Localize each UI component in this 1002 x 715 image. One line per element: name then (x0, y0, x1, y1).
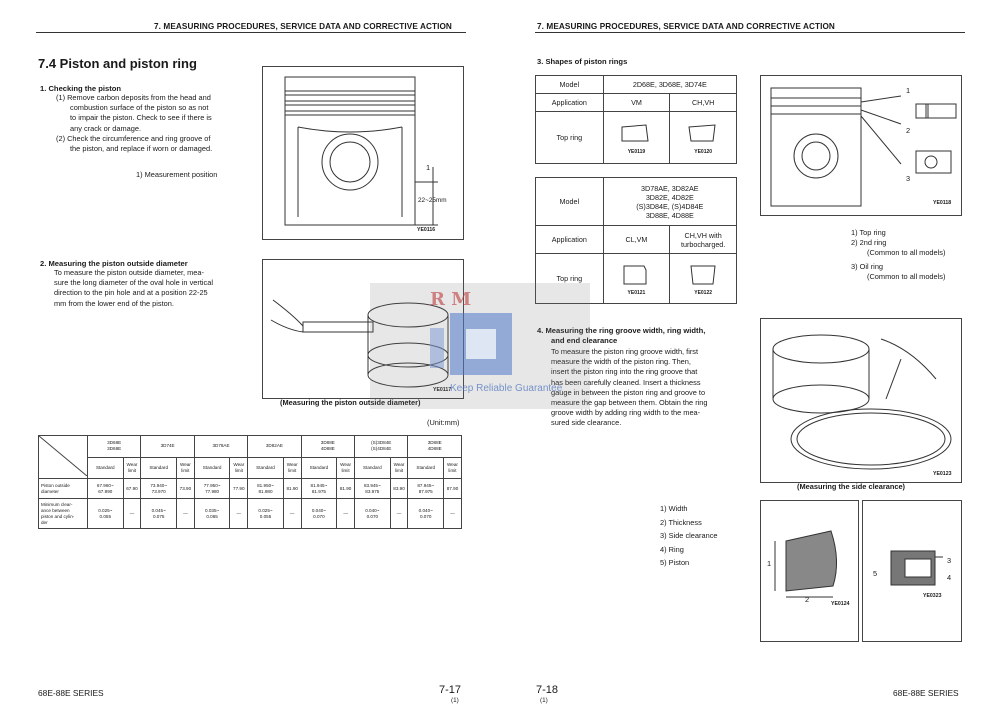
diagonal-line (39, 436, 87, 476)
piston-figure (262, 66, 464, 240)
figure-code: YE0124 (831, 601, 850, 607)
side-clearance-drawing (761, 319, 961, 482)
model-header: 3D82AE (248, 436, 301, 458)
model-header: 3D78AE (194, 436, 247, 458)
table-cell: 87.945~ 87.975 (408, 479, 444, 499)
watermark-logo (370, 283, 590, 409)
piston-rings-figure (760, 75, 962, 216)
right-footer-series: 68E-88E SERIES (893, 688, 959, 698)
measure-position-label: 1 (426, 163, 431, 172)
standard-header: Standard (194, 457, 230, 479)
model-label: Model (536, 76, 604, 94)
ring-shape-cell: YE0122 (670, 254, 737, 304)
ring-callout: 4 (947, 573, 952, 582)
table-cell: 0.025~ 0.055 (248, 499, 284, 529)
ring-shape-cell: YE0121 (603, 254, 670, 304)
ring-groove-heading: 4. Measuring the ring groove width, ring width, and end clearance (537, 326, 706, 345)
table-cell: 73.940~ 73.970 (141, 479, 177, 499)
wear-header: Wear limit (444, 457, 462, 479)
measurement-position-note: 1) Measurement position (136, 170, 218, 179)
standard-header: Standard (355, 457, 391, 479)
diagonal-corner-cell (39, 436, 88, 479)
table-cell: 0.040~ 0.070 (301, 499, 337, 529)
width-callout: 1 (767, 559, 772, 568)
table-cell: 81.950~ 81.980 (248, 479, 284, 499)
table-cell: 0.035~ 0.065 (194, 499, 230, 529)
application-value: VM (603, 94, 670, 112)
left-page-header: 7. MEASURING PROCEDURES, SERVICE DATA AND CORRECTIVE ACTION (154, 22, 452, 31)
groove-clearance-figure (862, 500, 962, 642)
callout-1: 1 (906, 86, 911, 95)
model-header: 3D68E 3D68E (88, 436, 141, 458)
ring-section-icon (683, 262, 723, 288)
table-row (39, 479, 462, 499)
standard-header: Standard (88, 457, 124, 479)
standard-header: Standard (408, 457, 444, 479)
application-label: Application (536, 226, 604, 254)
model-header: 3D74E (141, 436, 194, 458)
checking-piston-text: (1) Remove carbon deposits from the head and combustion surface of the piston so as not to impair the piston. Check to see if there is any crack or damage. (2) Check the circumference and ring groove of the piston, and replace if worn or damaged. (56, 93, 213, 154)
groove-clearance-drawing (863, 501, 961, 641)
thickness-callout: 2 (805, 595, 810, 604)
table-cell: 81.90 (283, 479, 301, 499)
table-cell: 0.040~ 0.070 (355, 499, 391, 529)
model-header: 3D88E 4D88E (301, 436, 354, 458)
wear-header: Wear limit (283, 457, 301, 479)
left-page-sub: (1) (451, 697, 459, 704)
ring-groove-text: To measure the piston ring groove width, first measure the width of the piston ring. Then, insert the piston ring into the ring groove that has been carefully cleaned. Insert a thickness gauge in between the piston ring and groove to measure the gap between them. Obtain the ring groove width by adding ring width to the mea- sured side clearance. (551, 347, 708, 428)
table-cell: 87.90 (444, 479, 462, 499)
table-row (39, 499, 462, 529)
table-cell: 81.90 (337, 479, 355, 499)
ring-section-icon (683, 121, 723, 147)
piston-callout: 5 (873, 569, 878, 578)
table-cell: — (390, 499, 408, 529)
table-cell: 77.90 (230, 479, 248, 499)
table-cell: — (230, 499, 248, 529)
top-ring-label: Top ring (536, 112, 604, 164)
figure-caption: (Measuring the side clearance) (797, 482, 906, 491)
figure-caption: (Measuring the piston outside diameter) (280, 398, 421, 407)
figure-code: YE0323 (923, 593, 942, 599)
piston-data-table (38, 435, 462, 529)
model-header: (S)3D84E (S)4D84E (355, 436, 408, 458)
checking-piston-heading: 1. Checking the piston (40, 84, 122, 93)
table-cell: 83.90 (390, 479, 408, 499)
table-cell: 77.950~ 77.980 (194, 479, 230, 499)
right-page-header: 7. MEASURING PROCEDURES, SERVICE DATA AND CORRECTIVE ACTION (537, 22, 835, 31)
right-page-sub: (1) (540, 697, 548, 704)
outside-diameter-heading: 2. Measuring the piston outside diameter (40, 259, 188, 268)
ring-shapes-heading: 3. Shapes of piston rings (537, 57, 628, 66)
table-cell: 0.025~ 0.055 (88, 499, 124, 529)
figure-code: YE0123 (933, 471, 952, 477)
table-cell: — (337, 499, 355, 529)
wear-header: Wear limit (337, 457, 355, 479)
side-clearance-figure (760, 318, 962, 483)
section-title: 7.4 Piston and piston ring (38, 56, 197, 71)
table-cell: — (123, 499, 141, 529)
left-footer-series: 68E-88E SERIES (38, 688, 104, 698)
ring-shape-cell: YE0119 (603, 112, 670, 164)
top-ring-label: Top ring (536, 254, 604, 304)
figure-code: YE0116 (417, 227, 436, 233)
ring-table-1 (535, 75, 737, 164)
table-cell: — (283, 499, 301, 529)
left-page-number: 7-17 (439, 684, 462, 696)
ring-shape-cell: YE0120 (670, 112, 737, 164)
ring-dimension-figure (760, 500, 859, 642)
side-clearance-callout: 3 (947, 556, 952, 565)
application-value: CH,VH (670, 94, 737, 112)
model-header: 3D88E 4D88E (408, 436, 462, 458)
row-label: Piston outside diameter (39, 479, 88, 499)
table-cell: 0.045~ 0.075 (141, 499, 177, 529)
dimension-label: 22~25mm (418, 197, 447, 204)
table-cell: 67.960~ 67.990 (88, 479, 124, 499)
wear-header: Wear limit (390, 457, 408, 479)
wear-header: Wear limit (230, 457, 248, 479)
standard-header: Standard (301, 457, 337, 479)
ring-dimension-drawing (761, 501, 858, 641)
application-value: CH,VH with turbocharged. (670, 226, 737, 254)
outside-diameter-text: To measure the piston outside diameter, mea- sure the long diameter of the oval hole in vertical direction to the pin hole and at a position 22-25 mm from the lower end of the piston. (54, 268, 213, 308)
ring-section-icon (616, 121, 656, 147)
piston-rings-drawing (761, 76, 961, 215)
callout-2: 2 (906, 126, 911, 135)
wear-header: Wear limit (123, 457, 141, 479)
watermark-tagline: Keep Reliable Guarantee (450, 383, 563, 394)
table-cell: 67.90 (123, 479, 141, 499)
standard-header: Standard (141, 457, 177, 479)
model-value: 2D68E, 3D68E, 3D74E (603, 76, 736, 94)
model-value: 3D78AE, 3D82AE 3D82E, 4D82E (S)3D84E, (S)4D84E 3D88E, 4D88E (603, 178, 736, 226)
right-page-number: 7-18 (536, 684, 559, 696)
table-cell: 73.90 (176, 479, 194, 499)
figure-code: YE0117 (433, 387, 452, 393)
piston-drawing (263, 67, 463, 239)
table-cell: 0.040~ 0.070 (408, 499, 444, 529)
application-value: CL,VM (603, 226, 670, 254)
model-label: Model (536, 178, 604, 226)
callout-3: 3 (906, 174, 911, 183)
watermark-letters: R M (430, 289, 472, 310)
ring-legend: 1) Top ring 2) 2nd ring (Common to all models) 3) Oil ring (Common to all models) (851, 228, 946, 281)
ring-section-icon (616, 262, 656, 288)
application-label: Application (536, 94, 604, 112)
table-cell: 81.945~ 81.975 (301, 479, 337, 499)
standard-header: Standard (248, 457, 284, 479)
table-cell: — (176, 499, 194, 529)
figure-code: YE0118 (933, 200, 952, 206)
table-cell: — (444, 499, 462, 529)
clearance-legend: 1) Width 2) Thickness 3) Side clearance 4) Ring 5) Piston (660, 504, 718, 567)
wear-header: Wear limit (176, 457, 194, 479)
unit-label: (Unit:mm) (427, 418, 460, 427)
row-label: Minimum clear- ance between piston and cylin- der (39, 499, 88, 529)
table-cell: 83.945~ 83.975 (355, 479, 391, 499)
